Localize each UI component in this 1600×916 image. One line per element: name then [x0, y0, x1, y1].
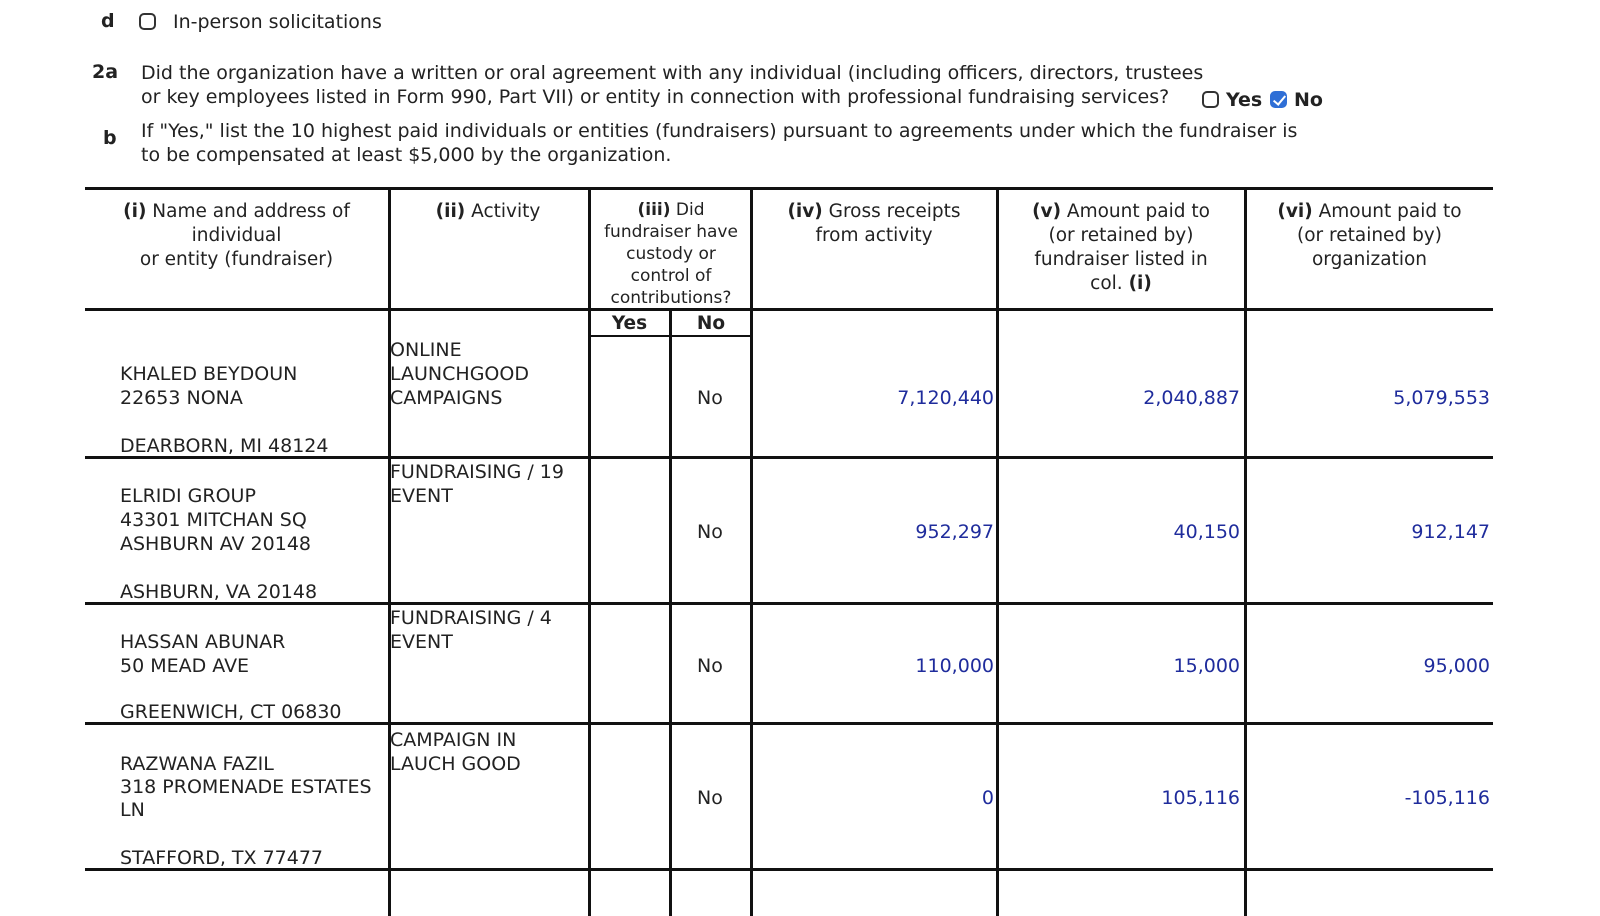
row-custody-no: No — [697, 655, 723, 677]
header-amount-fundraiser — [998, 200, 1244, 296]
subheader-yes: Yes — [611, 313, 648, 334]
header-text: Name and address of — [146, 201, 350, 222]
header-bottom-rule — [85, 308, 1493, 311]
header-text: fundraiser listed in — [1034, 249, 1208, 270]
header-text: Activity — [465, 201, 541, 222]
question-2b-line1: If "Yes," list the 10 highest paid individuals or entities (fundraisers) pursuant to agreements under which the fundraiser is — [141, 120, 1298, 142]
header-text: (or retained by) — [1048, 225, 1194, 246]
row-address: LN — [120, 799, 145, 821]
row-activity: CAMPAIGNS — [390, 387, 503, 409]
row-name: KHALED BEYDOUN — [120, 363, 298, 385]
header-tag: (i) — [1128, 273, 1152, 294]
in-person-solicitations-checkbox[interactable] — [139, 13, 156, 30]
row-paid-organization: -105,116 — [1404, 787, 1490, 809]
question-2b-letter: b — [103, 127, 117, 149]
question-2a-line2: or key employees listed in Form 990, Part VII) or entity in connection with professional fundraising services? — [141, 86, 1170, 108]
yes-checkbox[interactable] — [1202, 91, 1219, 108]
row-custody-no: No — [697, 787, 723, 809]
question-2b-line2: to be compensated at least $5,000 by the organization. — [141, 144, 672, 166]
header-text: col. — [1090, 273, 1129, 294]
row-paid-organization: 912,147 — [1411, 521, 1490, 543]
no-checkbox[interactable] — [1270, 91, 1287, 108]
row-custody-no: No — [697, 521, 723, 543]
row-paid-organization: 95,000 — [1423, 655, 1490, 677]
header-text: Amount paid to — [1312, 201, 1462, 222]
header-text: control of — [630, 266, 712, 286]
row-activity: ONLINE — [390, 339, 462, 361]
row-address: 22653 NONA — [120, 387, 243, 409]
row-city: STAFFORD, TX 77477 — [120, 847, 324, 869]
header-tag: (iii) — [637, 200, 671, 220]
row-city: GREENWICH, CT 06830 — [120, 701, 342, 723]
header-tag: (ii) — [435, 201, 466, 222]
row-gross-receipts: 110,000 — [915, 655, 994, 677]
in-person-solicitations-label: In-person solicitations — [173, 11, 382, 33]
subheader-no: No — [696, 313, 726, 334]
row-name: HASSAN ABUNAR — [120, 631, 286, 653]
header-tag: (i) — [123, 201, 147, 222]
header-text: from activity — [815, 225, 933, 246]
row-address: ASHBURN AV 20148 — [120, 533, 312, 555]
no-label: No — [1294, 89, 1323, 111]
header-text: individual — [191, 225, 282, 246]
row-city: ASHBURN, VA 20148 — [120, 581, 318, 603]
line-d-letter: d — [101, 10, 115, 32]
row-name: RAZWANA FAZIL — [120, 753, 274, 775]
header-text: custody or — [626, 244, 716, 264]
row-gross-receipts: 7,120,440 — [897, 387, 994, 409]
row-paid-fundraiser: 40,150 — [1173, 521, 1240, 543]
header-tag: (v) — [1032, 201, 1062, 222]
row-paid-fundraiser: 105,116 — [1161, 787, 1240, 809]
row-name: ELRIDI GROUP — [120, 485, 256, 507]
row-address: 318 PROMENADE ESTATES — [120, 776, 372, 798]
row-address: 50 MEAD AVE — [120, 655, 250, 677]
row-gross-receipts: 0 — [981, 787, 994, 809]
row-activity: CAMPAIGN IN — [390, 729, 517, 751]
row-activity: FUNDRAISING / 4 — [390, 607, 552, 629]
row-activity: LAUNCHGOOD — [390, 363, 529, 385]
yes-label: Yes — [1226, 89, 1263, 111]
header-text: Gross receipts — [822, 201, 961, 222]
question-2a-number: 2a — [92, 61, 119, 83]
header-text: (or retained by) — [1297, 225, 1442, 246]
row-activity: EVENT — [390, 631, 453, 653]
row-gross-receipts: 952,297 — [915, 521, 994, 543]
row-paid-fundraiser: 2,040,887 — [1143, 387, 1240, 409]
header-tag: (vi) — [1277, 201, 1313, 222]
row-address: 43301 MITCHAN SQ — [120, 509, 307, 531]
row-activity: EVENT — [390, 485, 453, 507]
header-text: Did — [670, 200, 705, 220]
column-divider — [669, 308, 672, 916]
row-activity: LAUCH GOOD — [390, 753, 521, 775]
header-amount-organization — [1246, 200, 1493, 272]
table-top-rule — [85, 187, 1493, 190]
header-gross-receipts — [752, 200, 996, 248]
header-activity — [388, 200, 588, 224]
header-text: or entity (fundraiser) — [139, 249, 334, 270]
header-tag: (iv) — [787, 201, 823, 222]
header-text: Amount paid to — [1061, 201, 1210, 222]
header-text: contributions? — [610, 288, 732, 308]
row-activity: FUNDRAISING / 19 — [390, 461, 564, 483]
row-paid-fundraiser: 15,000 — [1173, 655, 1240, 677]
header-custody — [590, 199, 752, 309]
row-custody-no: No — [697, 387, 723, 409]
header-name-address — [85, 200, 388, 272]
header-text: organization — [1311, 249, 1428, 270]
row-city: DEARBORN, MI 48124 — [120, 435, 329, 457]
header-text: fundraiser have — [604, 222, 738, 242]
question-2a-line1: Did the organization have a written or oral agreement with any individual (including officers, directors, trustees — [141, 62, 1204, 84]
row-paid-organization: 5,079,553 — [1393, 387, 1490, 409]
column-divider — [388, 187, 391, 916]
